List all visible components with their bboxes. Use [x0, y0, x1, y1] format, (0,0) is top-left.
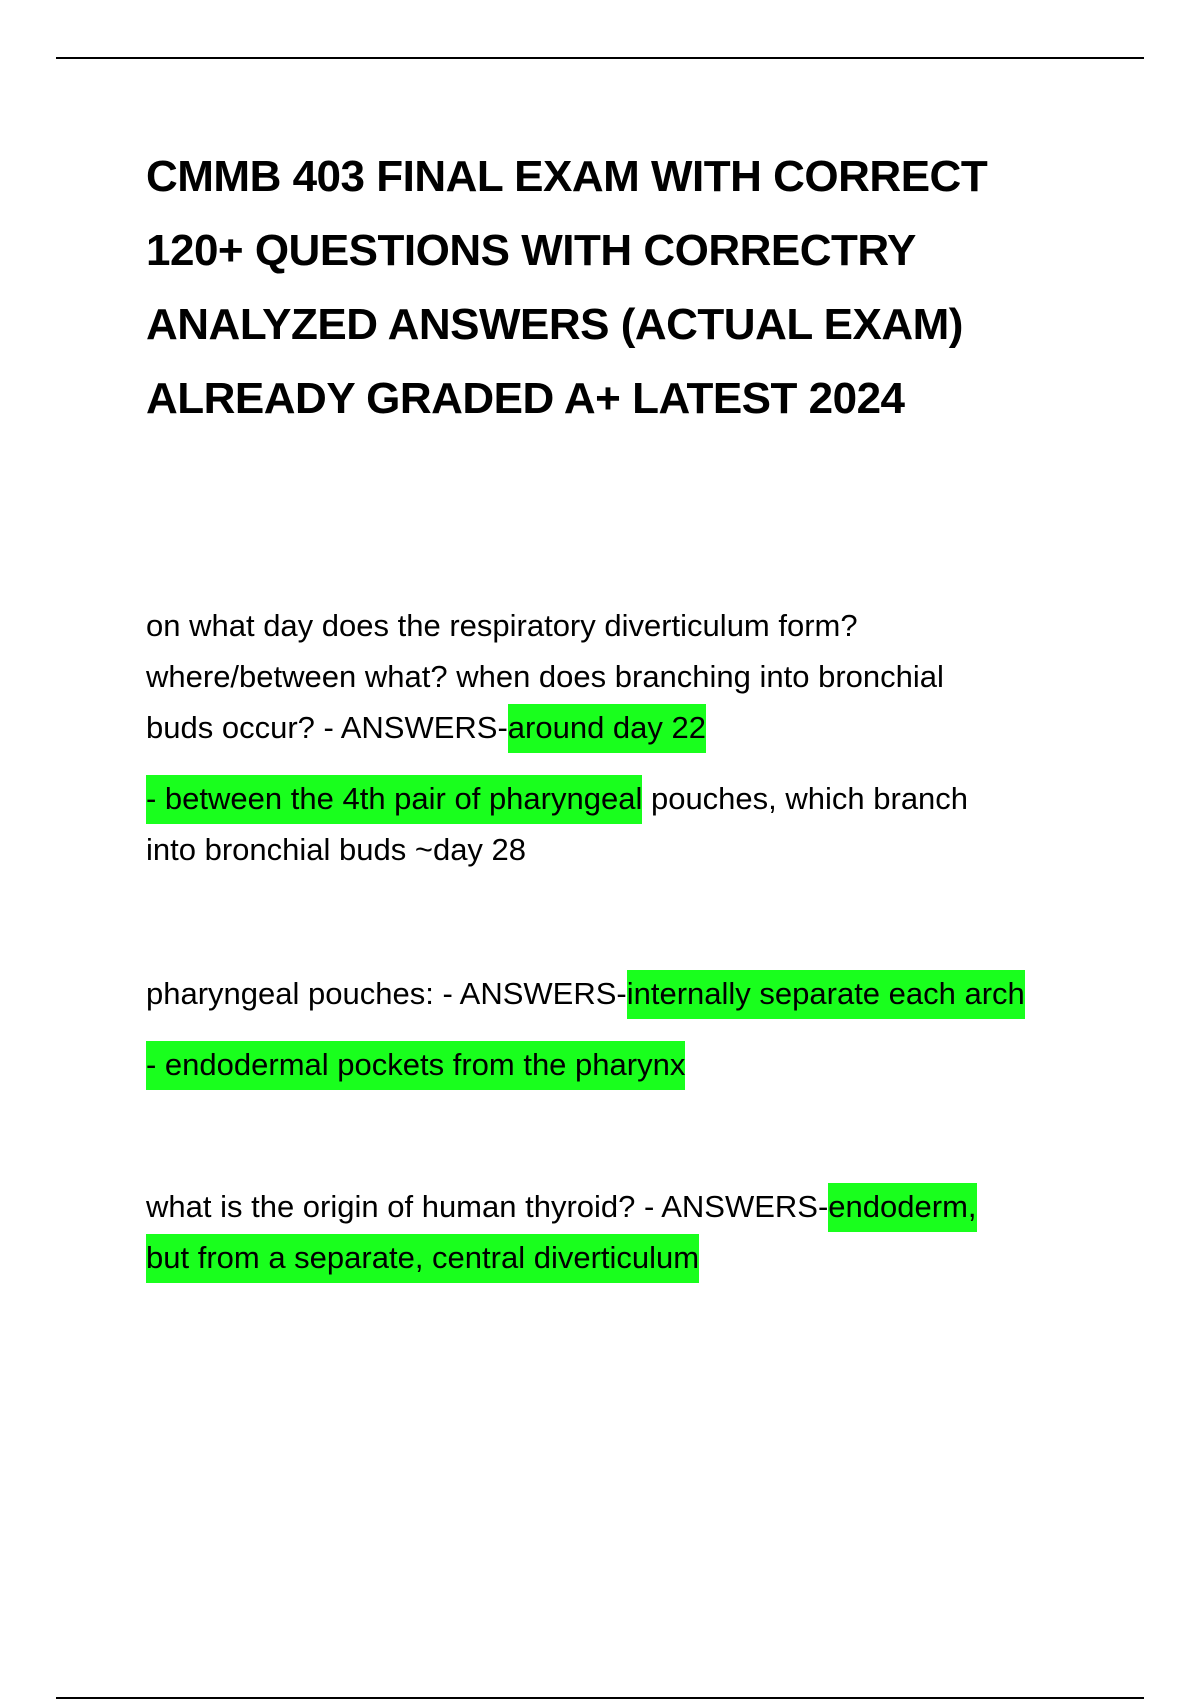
- qa-1-answer: [146, 773, 968, 875]
- question-answer-line: [146, 702, 944, 753]
- question-answer-line: [146, 968, 1025, 1019]
- answer-highlight: but from a separate, central diverticulum: [146, 1234, 699, 1283]
- qa-2-question: [146, 968, 1025, 1019]
- answer-line: [146, 1232, 977, 1283]
- qa-1-question: [146, 600, 944, 753]
- answer-highlight: internally separate each arch: [627, 970, 1025, 1019]
- answer-line: [146, 773, 968, 824]
- title-line: CMMB 403 FINAL EXAM WITH CORRECT: [146, 152, 988, 201]
- question-text: what is the origin of human thyroid? - ANSWERS-: [146, 1189, 829, 1224]
- qa-2-answer: [146, 1039, 685, 1090]
- answer-highlight: around day 22: [508, 704, 706, 753]
- question-line: on what day does the respiratory diverticulum form?: [146, 608, 858, 643]
- title-line: ALREADY GRADED A+ LATEST 2024: [146, 374, 905, 423]
- answer-text: pouches, which branch: [642, 781, 969, 816]
- title-line: ANALYZED ANSWERS (ACTUAL EXAM): [146, 300, 963, 349]
- answer-line: [146, 1039, 685, 1090]
- document-title: [146, 140, 1106, 436]
- question-line: where/between what? when does branching into bronchial: [146, 659, 944, 694]
- answer-highlight: - between the 4th pair of pharyngeal: [146, 775, 642, 824]
- answer-line: into bronchial buds ~day 28: [146, 832, 527, 867]
- answer-highlight: - endodermal pockets from the pharynx: [146, 1041, 685, 1090]
- qa-3-question: [146, 1181, 977, 1283]
- title-line: 120+ QUESTIONS WITH CORRECTRY: [146, 226, 916, 275]
- answer-highlight: endoderm,: [828, 1183, 976, 1232]
- footer-rule: [56, 1697, 1144, 1699]
- question-tail: buds occur? - ANSWERS-: [146, 710, 508, 745]
- question-text: pharyngeal pouches: - ANSWERS-: [146, 976, 627, 1011]
- header-rule: [56, 57, 1144, 59]
- question-answer-line: [146, 1181, 977, 1232]
